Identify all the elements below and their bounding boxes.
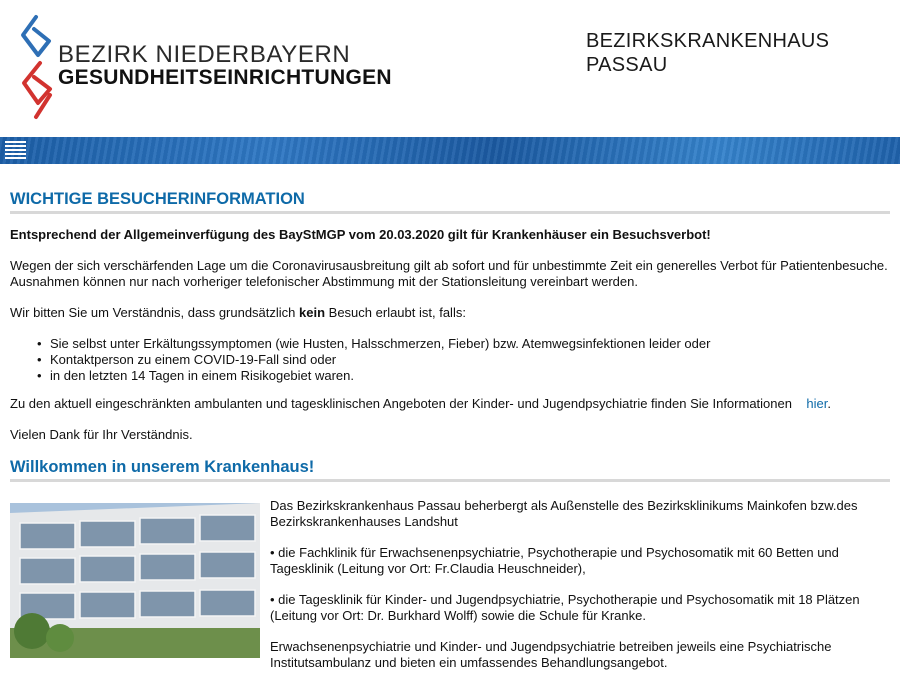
info-link[interactable]: hier [806,396,828,411]
site-name-line2: PASSAU [586,54,668,76]
welcome-title: Willkommen in unserem Krankenhaus! [10,458,890,482]
info-end: . [827,396,832,411]
welcome-text [270,498,890,686]
welcome-section [10,458,890,482]
bezirk-logo-icon[interactable] [16,13,56,121]
nav-bar [0,137,900,164]
welcome-paragraph: Erwachsenenpsychiatrie und Kinder- und Jugendpsychiatrie betreiben jeweils eine Psychiatrische Institutsambulanz und bieten ein umfassendes Behandlungsangebot. [270,639,832,670]
notice-para1-line2: Ausnahmen können nur nach vorheriger telefonischer Abstimmung mit der Stationsleitung vereinbart werden. [10,274,638,289]
notice-title: WICHTIGE BESUCHERINFORMATION [10,190,890,214]
intro-text-end: Besuch erlaubt ist, falls: [325,305,466,320]
thanks-text: Vielen Dank für Ihr Verständnis. [10,427,193,442]
org-name-line1: BEZIRK NIEDERBAYERN [58,41,351,68]
list-item: • Kontaktperson zu einem COVID-19-Fall sind oder [50,352,890,368]
info-paragraph [10,396,890,412]
list-item: • Sie selbst unter Erkältungssymptomen (wie Husten, Halsschmerzen, Fieber) bzw. Atemwegsinfektionen leider oder [50,336,890,352]
hamburger-menu-icon[interactable] [5,141,26,160]
notice-lead: Entsprechend der Allgemeinverfügung des BayStMGP vom 20.03.2020 gilt für Krankenhäuser ein Besuchsverbot! [10,227,711,242]
visitor-notice [10,190,890,443]
welcome-paragraph: • die Tagesklinik für Kinder- und Jugendpsychiatrie, Psychotherapie und Psychosomatik mit 18 Plätzen (Leitung vor Ort: Dr. Burkhard Wolff) sowie die Schule für Kranke. [270,592,860,623]
hospital-building-image [10,503,260,658]
notice-condition-intro [10,305,890,321]
list-item: • in den letzten 14 Tagen in einem Risikogebiet waren. [50,368,890,384]
condition-list [50,336,890,384]
intro-text: Wir bitten Sie um Verständnis, dass grundsätzlich [10,305,300,320]
welcome-paragraph: Das Bezirkskrankenhaus Passau beherbergt als Außenstelle des Bezirksklinikums Mainkofen bzw.des Bezirkskrankenhauses Landshut [270,498,858,529]
org-name-line2: GESUNDHEITSEINRICHTUNGEN [58,66,392,89]
site-header [0,0,900,137]
notice-paragraph [10,258,890,290]
intro-emphasis: kein [299,305,326,320]
welcome-paragraph: • die Fachklinik für Erwachsenenpsychiatrie, Psychotherapie und Psychosomatik mit 60 Betten und Tagesklinik (Leitung vor Ort: Fr.Claudia Heuschneider), [270,545,839,576]
info-text: Zu den aktuell eingeschränkten ambulanten und tagesklinischen Angeboten der Kinder- und Jugendpsychiatrie finden Sie Informationen [10,396,792,411]
notice-para1-line1: Wegen der sich verschärfenden Lage um die Coronavirusausbreitung gilt ab sofort und für unbestimmte Zeit ein generelles Verbot für Patientenbesuche. [10,258,888,273]
site-name-line1: BEZIRKSKRANKENHAUS [586,30,830,52]
